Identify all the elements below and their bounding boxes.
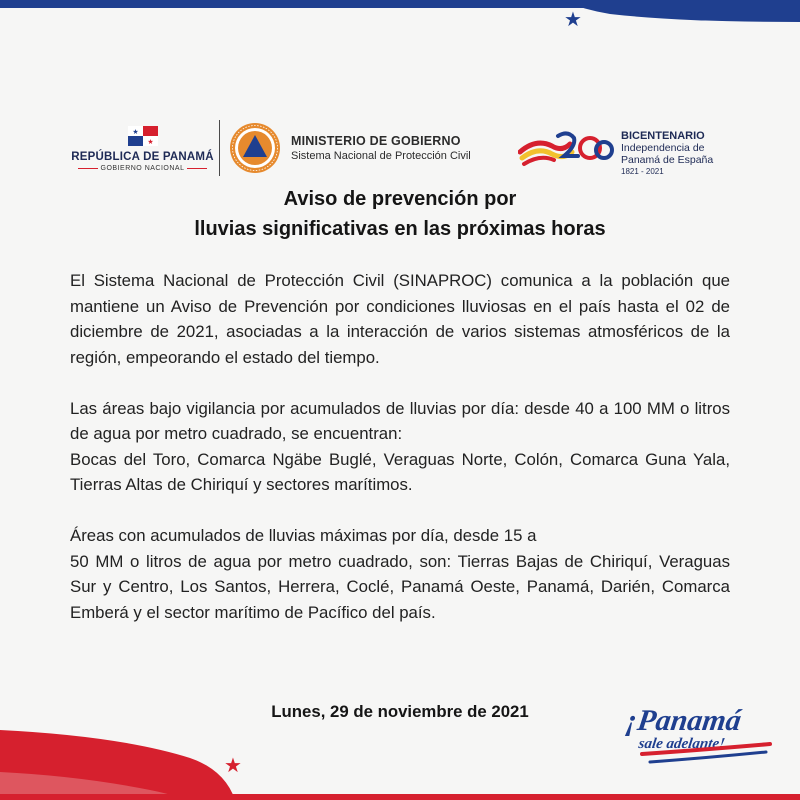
title-line-2: lluvias significativas en las próximas horas [194, 218, 606, 240]
document-body [70, 268, 730, 625]
bicentenario-line2: Panamá de España [621, 154, 714, 166]
paragraph-2: Las áreas bajo vigilancia por acumulados de lluvias por día: desde 40 a 100 MM o litros de agua por metro cuadrado, se encuentran: [70, 398, 730, 443]
svg-text:★: ★ [131, 129, 139, 136]
bicentenario-years: 1821 - 2021 [621, 167, 664, 176]
bicentenario-line1: Independencia de [621, 142, 705, 154]
document-date: Lunes, 29 de noviembre de 2021 [271, 702, 529, 721]
ministerio-subtitle: Sistema Nacional de Protección Civil [291, 150, 471, 162]
header-divider [219, 120, 220, 176]
ministerio-block [291, 134, 471, 162]
top-decorative-band [0, 0, 800, 24]
panama-sale-adelante-logo [620, 692, 780, 772]
paragraph-3-intro: Áreas con acumulados de lluvias máximas por día, desde 15 a [70, 526, 537, 545]
rp-line-left [78, 168, 98, 169]
ministerio-title: MINISTERIO DE GOBIERNO [291, 134, 461, 148]
red-star-icon: ★ [224, 755, 242, 777]
header-logos [0, 118, 800, 180]
bicentenario-block [621, 130, 713, 176]
republica-logo [70, 126, 215, 172]
paragraph-3-areas: 50 MM o litros de agua por metro cuadrado, son: Tierras Bajas de Chiriquí, Veraguas Sur y Centro, Los Santos, Herrera, Coclé, Panamá Oeste, Panamá, Darién, Comarca Emberá y el sector marítimo de Pacífico del país. [70, 551, 730, 622]
slogan-main: ¡Panamá [623, 703, 744, 737]
svg-text:★: ★ [146, 139, 154, 146]
panama-flag-icon [128, 126, 158, 146]
bicentenario-logo-icon [518, 128, 614, 172]
title-line-1: Aviso de prevención por [283, 188, 517, 210]
document-title [0, 184, 800, 244]
republica-subtitle: GOBIERNO NACIONAL [100, 165, 185, 172]
slogan-sub: sale adelante! [637, 736, 726, 752]
paragraph-1: El Sistema Nacional de Protección Civil (SINAPROC) comunica a la población que mantiene un Aviso de Prevención por condiciones lluviosas en el país hasta el 02 de diciembre de 2021, asociadas a la interacción de varios sistemas atmosféricos de la región, empeorando el estado del tiempo. [70, 271, 730, 367]
republica-title: REPÚBLICA DE PANAMÁ [71, 151, 214, 163]
bicentenario-title: BICENTENARIO [621, 130, 705, 142]
rp-line-right [187, 168, 207, 169]
blue-star-icon: ★ [564, 9, 582, 31]
paragraph-2-areas: Bocas del Toro, Comarca Ngäbe Buglé, Veraguas Norte, Colón, Comarca Guna Yala, Tierras Altas de Chiriquí y sectores marítimos. [70, 449, 730, 494]
sinaproc-seal-icon [229, 122, 281, 174]
